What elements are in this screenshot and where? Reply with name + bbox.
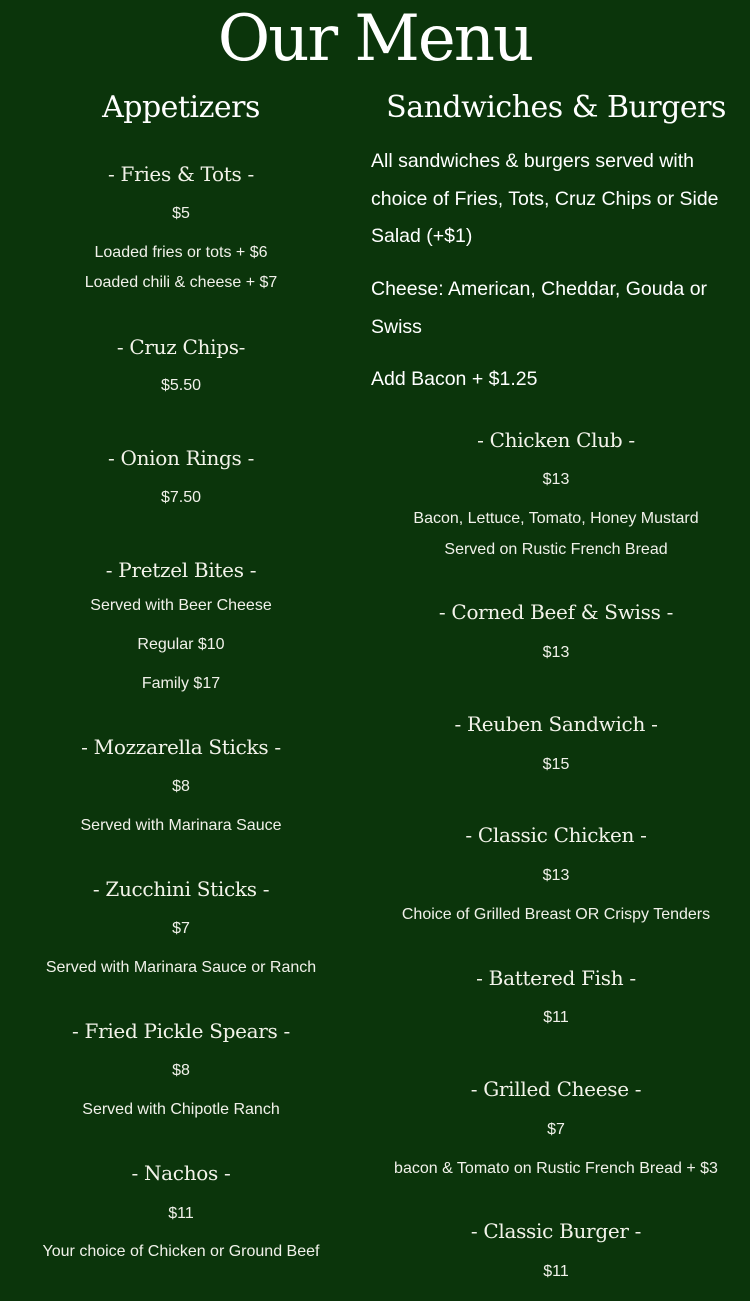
classic-chicken-name: - Classic Chicken - [465, 823, 647, 847]
nachos-name: - Nachos - [131, 1161, 231, 1185]
zucchini-sticks-name: - Zucchini Sticks - [92, 877, 270, 901]
pretzel-bites-family: Family $17 [141, 675, 221, 692]
corned-beef-price: $13 [542, 644, 570, 661]
zucchini-sticks-desc: Served with Marinara Sauce or Ranch [45, 959, 317, 976]
zucchini-sticks-price: $7 [172, 920, 190, 937]
onion-rings-name: - Onion Rings - [107, 446, 255, 470]
classic-burger-name: - Classic Burger - [470, 1219, 642, 1243]
classic-burger-price: $11 [543, 1263, 569, 1280]
pretzel-bites-regular: Regular $10 [137, 636, 225, 653]
fries-tots-loaded: Loaded fries or tots + $6 [94, 244, 268, 261]
appetizers-heading: Appetizers [102, 90, 260, 125]
fries-tots-chili: Loaded chili & cheese + $7 [84, 274, 278, 291]
fries-tots-price: $5 [172, 205, 190, 222]
cruz-chips-name: - Cruz Chips- [116, 335, 246, 359]
pretzel-bites-desc: Served with Beer Cheese [90, 597, 272, 614]
sandwiches-cheese-note: Cheese: American, Cheddar, Gouda or Swiss [371, 278, 708, 338]
nachos-desc: Your choice of Chicken or Ground Beef [42, 1243, 320, 1260]
cruz-chips-price: $5.50 [160, 377, 202, 394]
chicken-club-name: - Chicken Club - [477, 428, 635, 452]
nachos-price: $11 [168, 1205, 194, 1222]
reuben-price: $15 [542, 756, 570, 773]
sandwiches-served-note: All sandwiches & burgers served with choice of Fries, Tots, Cruz Chips or Side Salad (+$1) [371, 150, 719, 247]
mozzarella-sticks-price: $8 [172, 778, 190, 795]
classic-chicken-price: $13 [542, 867, 570, 884]
chicken-club-price: $13 [542, 471, 570, 488]
grilled-cheese-price: $7 [547, 1121, 565, 1138]
reuben-name: - Reuben Sandwich - [454, 712, 658, 736]
mozzarella-sticks-name: - Mozzarella Sticks - [81, 735, 281, 759]
chicken-club-desc: Bacon, Lettuce, Tomato, Honey Mustard [413, 510, 699, 527]
corned-beef-name: - Corned Beef & Swiss - [438, 600, 674, 624]
fries-tots-name: - Fries & Tots - [107, 162, 254, 186]
fried-pickle-desc: Served with Chipotle Ranch [82, 1101, 280, 1118]
sandwiches-bacon-note: Add Bacon + $1.25 [371, 368, 538, 390]
mozzarella-sticks-desc: Served with Marinara Sauce [80, 817, 282, 834]
fried-pickle-price: $8 [172, 1062, 190, 1079]
onion-rings-price: $7.50 [160, 489, 202, 506]
pretzel-bites-name: - Pretzel Bites - [105, 558, 257, 582]
menu-title: Our Menu [217, 2, 533, 76]
chicken-club-bread: Served on Rustic French Bread [444, 541, 668, 558]
battered-fish-name: - Battered Fish - [476, 966, 636, 990]
grilled-cheese-name: - Grilled Cheese - [470, 1077, 642, 1101]
grilled-cheese-desc: bacon & Tomato on Rustic French Bread + $3 [394, 1160, 718, 1177]
fried-pickle-name: - Fried Pickle Spears - [71, 1019, 290, 1043]
battered-fish-price: $11 [543, 1009, 569, 1026]
sandwiches-heading: Sandwiches & Burgers [386, 90, 726, 125]
classic-chicken-desc: Choice of Grilled Breast OR Crispy Tenders [401, 906, 711, 923]
